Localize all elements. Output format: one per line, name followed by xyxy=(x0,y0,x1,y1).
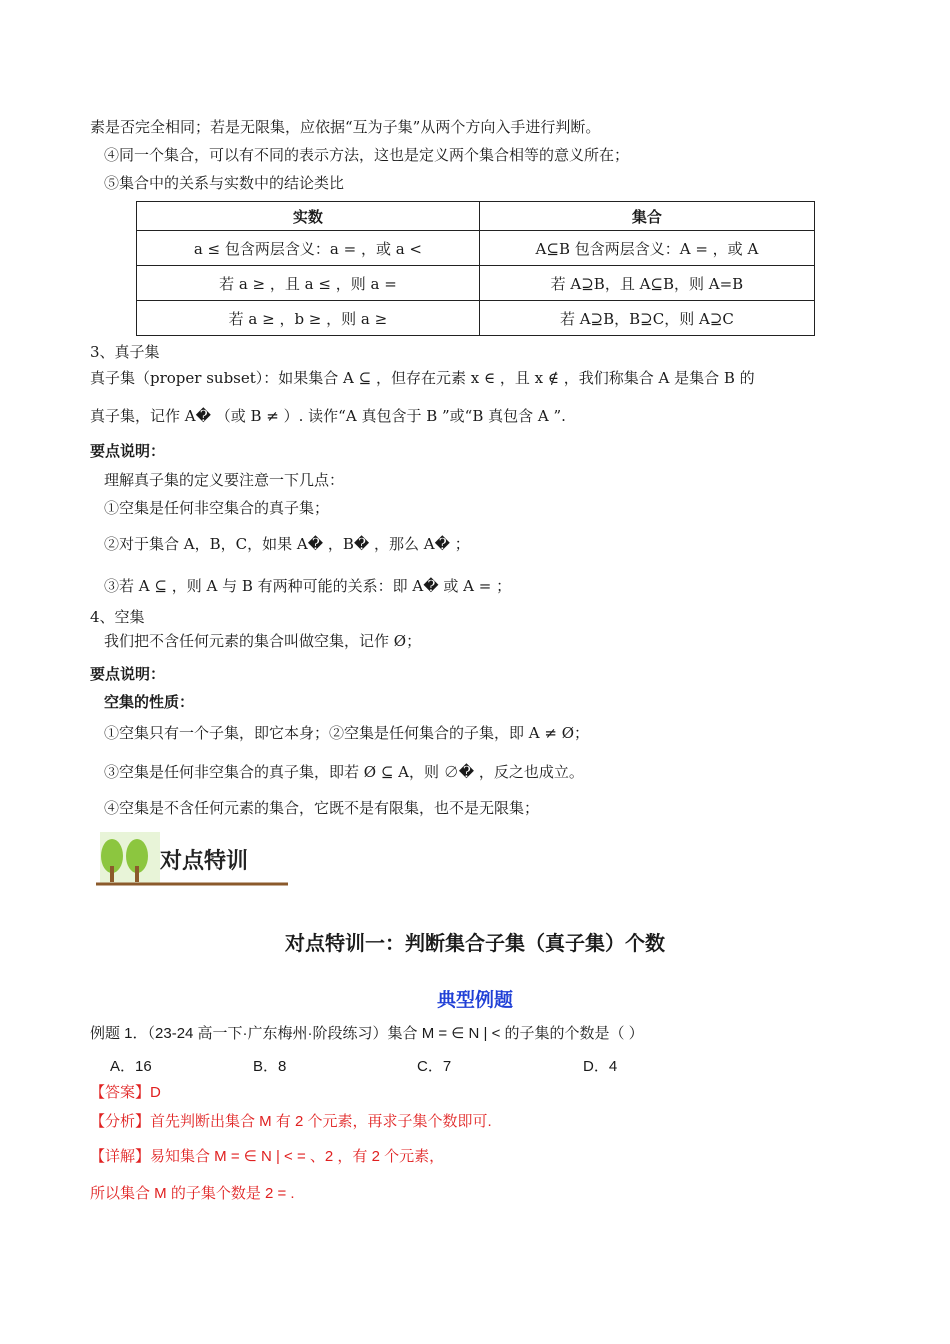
option-a: A．16 xyxy=(110,1058,152,1075)
intro-line-1: 素是否完全相同；若是无限集，应依据“互为子集”从两个方向入手进行判断。 xyxy=(90,118,601,136)
option-d: D．4 xyxy=(583,1058,618,1075)
option-b: B．8 xyxy=(253,1058,287,1075)
note-title: 要点说明： xyxy=(90,442,166,460)
proper-subset-def-2: 真子集，记作 A� （或 B ≠ ）. 读作“A 真包含于 B ”或“B 真包含 A ”. xyxy=(90,407,566,425)
comparison-table xyxy=(136,201,815,336)
section-subtitle: 典型例题 xyxy=(436,989,513,1011)
note-item: ②对于集合 A，B，C，如果 A� ，B� ，那么 A� ； xyxy=(104,535,470,553)
table-row xyxy=(137,266,815,301)
example-question: 例题 1．（23-24 高一下·广东梅州·阶段练习）集合 M = ∈ N | < 的子集的个数是（ ） xyxy=(90,1025,644,1042)
table-cell: 若 a ≥ ，b ≥ ，则 a ≥ xyxy=(137,301,480,336)
empty-set-def: 我们把不含任何元素的集合叫做空集，记作 Ø； xyxy=(104,632,422,650)
note-intro: 理解真子集的定义要注意一下几点： xyxy=(104,471,345,489)
conclusion: 所以集合 M 的子集个数是 2 = . xyxy=(90,1185,295,1202)
table-cell: a ≤ 包含两层含义：a = ，或 a < xyxy=(137,231,480,266)
note-title: 要点说明： xyxy=(90,665,166,683)
intro-line-2: ④同一个集合，可以有不同的表示方法，这也是定义两个集合相等的意义所在； xyxy=(104,146,630,164)
table-header: 集合 xyxy=(479,202,814,231)
proper-subset-def-1: 真子集（proper subset）：如果集合 A ⊆ ，但存在元素 x ∈ ，且 x ∉ ，我们称集合 A 是集合 B 的 xyxy=(90,369,755,387)
note-item: ①空集是任何非空集合的真子集； xyxy=(104,499,330,517)
table-cell: A⊆B 包含两层含义：A = ，或 A xyxy=(479,231,814,266)
intro-line-3: ⑤集合中的关系与实数中的结论类比 xyxy=(104,174,345,192)
answer: 【答案】D xyxy=(90,1084,161,1101)
property-item: ④空集是不含任何元素的集合，它既不是有限集，也不是无限集； xyxy=(104,799,540,817)
property-item: ①空集只有一个子集，即它本身；②空集是任何集合的子集，即 A ≠ Ø； xyxy=(104,724,590,742)
table-cell: 若 A⊇B，且 A⊆B，则 A=B xyxy=(479,266,814,301)
analysis: 【分析】首先判断出集合 M 有 2 个元素，再求子集个数即可. xyxy=(90,1113,492,1130)
property-title: 空集的性质： xyxy=(104,693,195,711)
table-row xyxy=(137,301,815,336)
proper-subset-title: 3、真子集 xyxy=(90,343,160,361)
section-banner xyxy=(90,826,290,886)
section-title: 对点特训一：判断集合子集（真子集）个数 xyxy=(285,931,665,955)
empty-set-title: 4、空集 xyxy=(90,608,145,626)
note-item: ③若 A ⊆ ，则 A 与 B 有两种可能的关系：即 A� 或 A = ； xyxy=(104,577,512,595)
detail: 【详解】易知集合 M = ∈ N | < = 、2 ，有 2 个元素， xyxy=(90,1148,445,1165)
table-header: 实数 xyxy=(137,202,480,231)
property-item: ③空集是任何非空集合的真子集，即若 Ø ⊆ A，则 ∅� ，反之也成立。 xyxy=(104,763,584,781)
option-c: C．7 xyxy=(417,1058,452,1075)
table-cell: 若 a ≥ ，且 a ≤ ，则 a = xyxy=(137,266,480,301)
banner-label: 对点特训 xyxy=(160,848,249,873)
table-row xyxy=(137,231,815,266)
table-header-row xyxy=(137,202,815,231)
table-cell: 若 A⊇B，B⊇C，则 A⊇C xyxy=(479,301,814,336)
